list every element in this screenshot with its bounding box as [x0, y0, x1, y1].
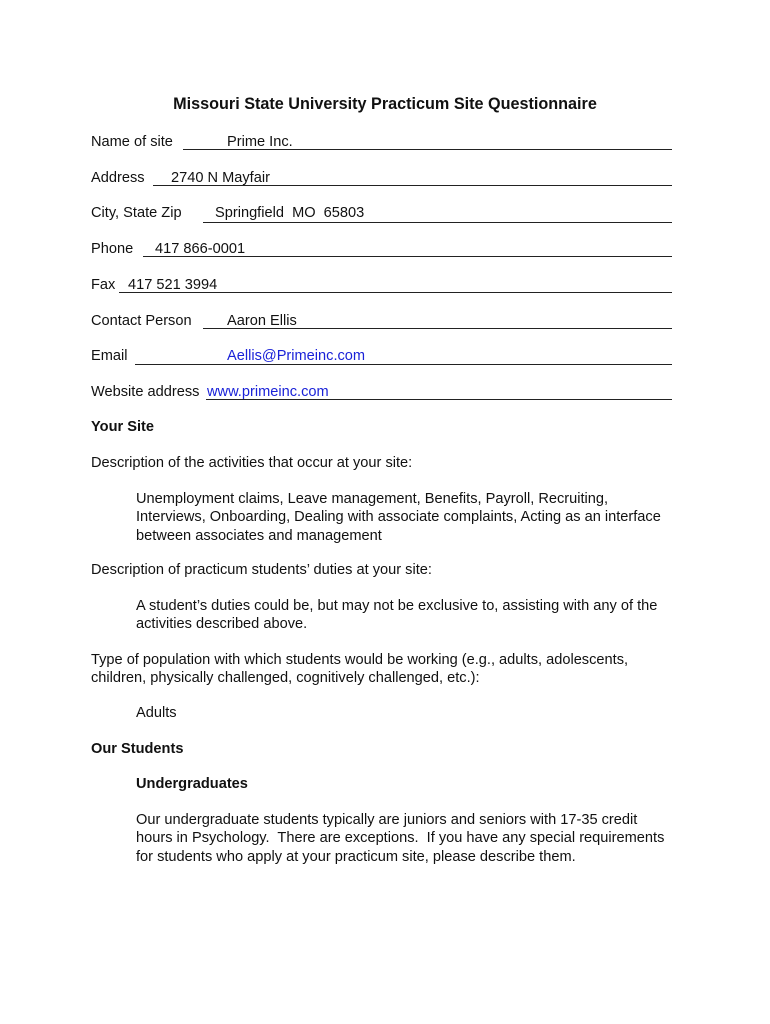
duties-prompt: Description of practicum students’ duties at your site:: [91, 562, 432, 578]
contact-person-value[interactable]: Aaron Ellis: [227, 313, 297, 329]
undergraduates-body: Our undergraduate students typically are juniors and seniors with 17-35 credit hours in Psychology. There are exceptions. If you have any special requirements for students who apply at your practicum site, please describe them.: [136, 812, 669, 865]
address-value[interactable]: 2740 N Mayfair: [171, 170, 270, 186]
document-title: Missouri State University Practicum Site Questionnaire: [173, 95, 597, 113]
activities-prompt: Description of the activities that occur at your site:: [91, 455, 413, 471]
email-link[interactable]: Aellis@Primeinc.com: [227, 348, 366, 364]
website-link[interactable]: www.primeinc.com: [207, 384, 329, 400]
city-state-zip-underline: [203, 222, 672, 223]
activities-answer[interactable]: Unemployment claims, Leave management, Benefits, Payroll, Recruiting, Interviews, Onboarding, Dealing with associate complaints, Acting as an interface between associates and management: [136, 491, 661, 544]
population-prompt: Type of population with which students would be working (e.g., adults, adolescents, children, physically challenged, cognitively challenged, etc.):: [91, 652, 629, 687]
email-label: Email: [91, 348, 128, 364]
duties-answer[interactable]: A student’s duties could be, but may not be exclusive to, assisting with any of the activities described above.: [136, 598, 658, 633]
your-site-heading: Your Site: [91, 419, 154, 435]
contact-person-label: Contact Person: [91, 313, 192, 329]
website-label: Website address: [91, 384, 200, 400]
population-answer[interactable]: Adults: [136, 705, 177, 721]
undergraduates-subheading: Undergraduates: [136, 776, 248, 792]
phone-value[interactable]: 417 866-0001: [155, 241, 246, 257]
city-state-zip-label: City, State Zip: [91, 205, 182, 221]
city-state-zip-value[interactable]: Springfield MO 65803: [215, 205, 365, 221]
our-students-heading: Our Students: [91, 741, 184, 757]
address-label: Address: [91, 170, 145, 186]
email-underline: [135, 364, 672, 365]
name-of-site-value[interactable]: Prime Inc.: [227, 134, 293, 150]
fax-label: Fax: [91, 277, 116, 293]
phone-label: Phone: [91, 241, 134, 257]
name-of-site-label: Name of site: [91, 134, 173, 150]
fax-value[interactable]: 417 521 3994: [128, 277, 218, 293]
